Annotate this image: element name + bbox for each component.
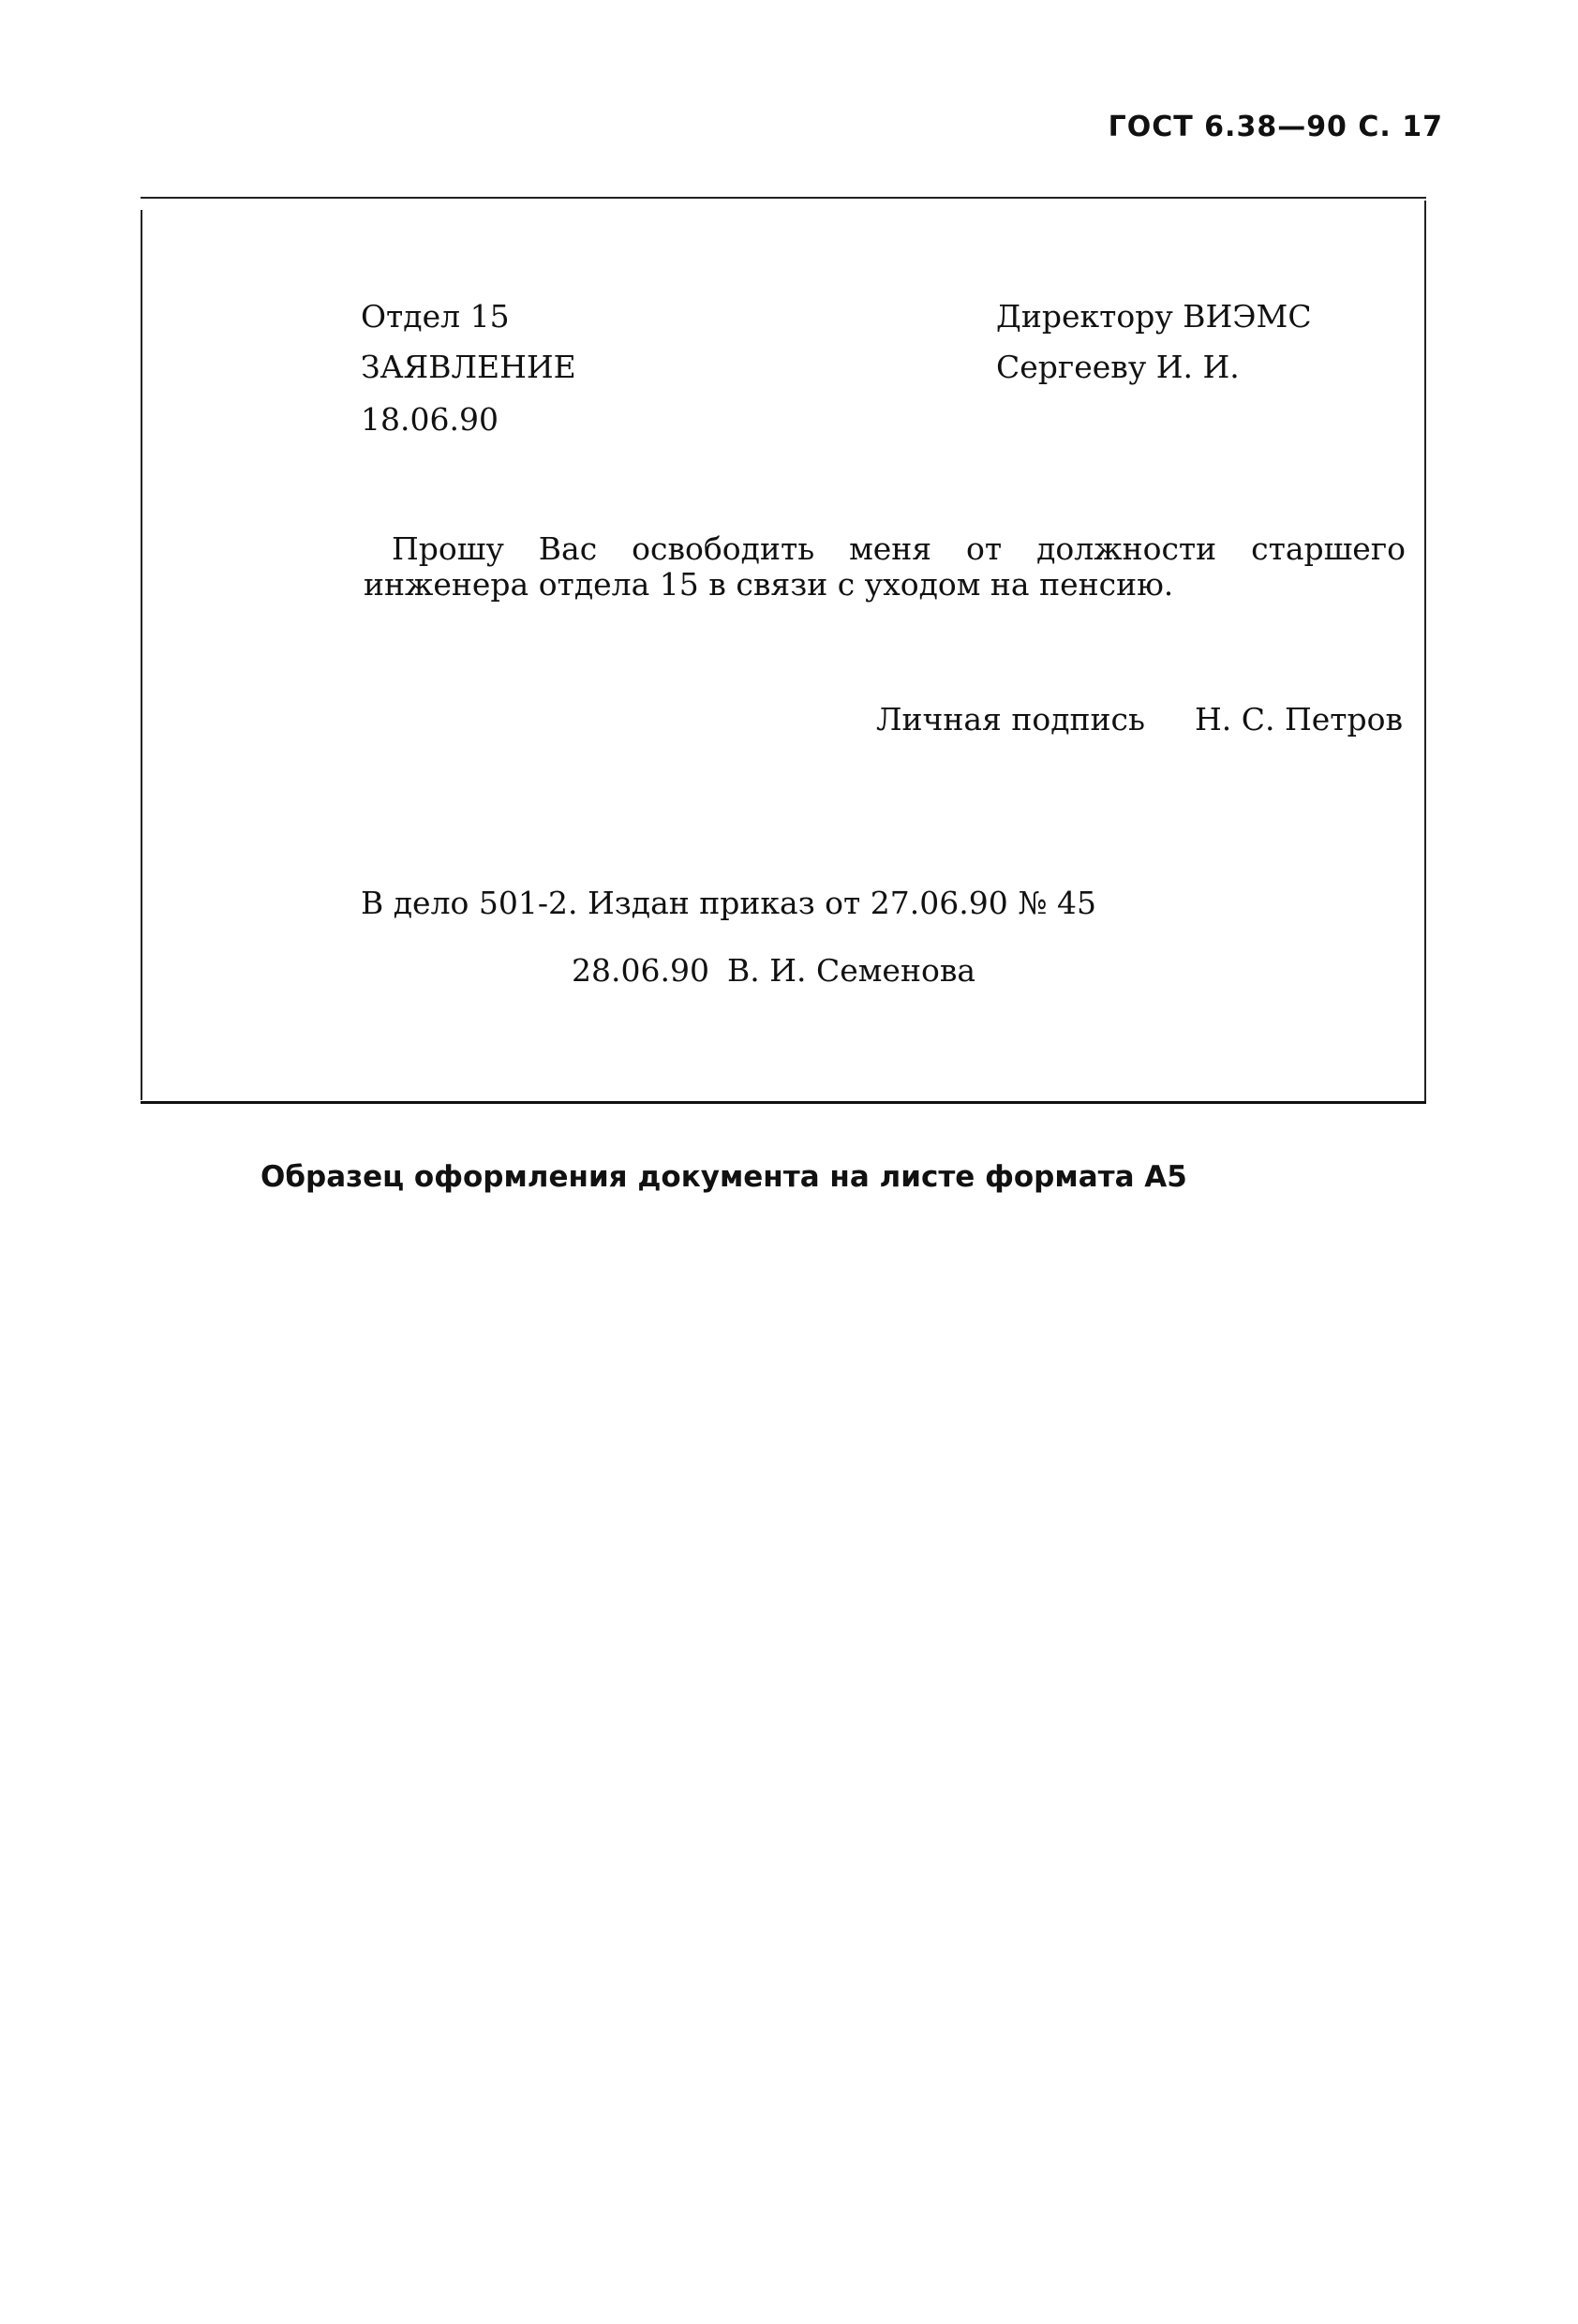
frame-right-border xyxy=(1424,201,1426,1104)
frame-left-border xyxy=(141,210,142,1100)
figure-caption: Образец оформления документа на листе формата А5 xyxy=(261,1160,1187,1194)
document-date: 18.06.90 xyxy=(361,401,499,438)
signer-name: Н. С. Петров xyxy=(1195,701,1404,737)
signature-label: Личная подпись xyxy=(876,701,1145,737)
resolution-signer: В. И. Семенова xyxy=(727,952,976,989)
resolution-date: 28.06.90 xyxy=(572,952,709,989)
resolution-note: В дело 501-2. Издан приказ от 27.06.90 № 45 xyxy=(361,885,1096,921)
document-type: ЗАЯВЛЕНИЕ xyxy=(361,349,576,385)
frame-top-border xyxy=(141,197,1426,199)
addressee-position: Директору ВИЭМС xyxy=(996,298,1312,335)
addressee-name: Сергееву И. И. xyxy=(996,349,1240,385)
application-body: Прошу Вас освободить меня от должности старшего инженера отдела 15 в связи с уходом на пенсию. xyxy=(364,530,1406,603)
department-label: Отдел 15 xyxy=(361,298,510,335)
page-header: ГОСТ 6.38—90 С. 17 xyxy=(1108,111,1443,143)
frame-bottom-border xyxy=(141,1101,1426,1104)
